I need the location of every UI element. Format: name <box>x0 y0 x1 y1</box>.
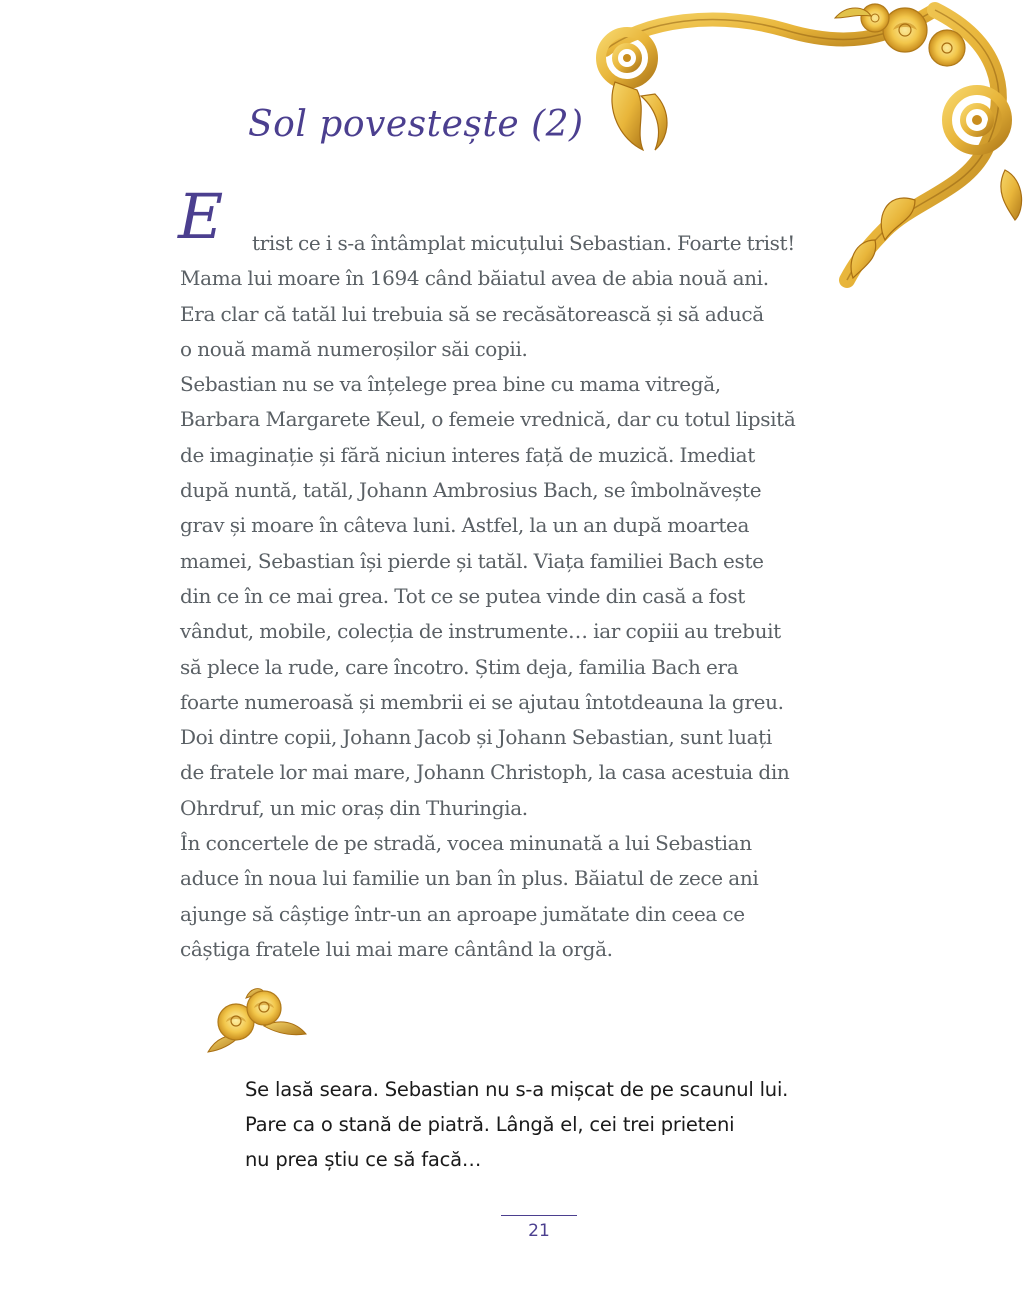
body-line: vândut, mobile, colecția de instrumente… iar copiii au trebuit <box>180 619 781 644</box>
body-line: În concertele de pe stradă, vocea minunată a lui Sebastian <box>180 831 752 856</box>
body-line: să plece la rude, care încotro. Știm deja, familia Bach era <box>180 654 739 679</box>
body-line: Barbara Margarete Keul, o femeie vrednică, dar cu totul lipsită <box>180 407 796 432</box>
body-line: trist ce i s-a întâmplat micuțului Sebastian. Foarte trist! <box>252 231 795 255</box>
page-title: Sol povestește (2) <box>248 104 584 145</box>
yellow-roses-icon <box>206 986 310 1058</box>
body-line: din ce în ce mai grea. Tot ce se putea vinde din casă a fost <box>180 583 745 608</box>
body-text <box>178 180 870 967</box>
closing-line: nu prea știu ce să facă… <box>245 1148 482 1171</box>
body-line: Doi dintre copii, Johann Jacob și Johann Sebastian, sunt luați <box>180 725 772 750</box>
body-line: o nouă mamă numeroșilor săi copii. <box>180 336 528 361</box>
body-line: Sebastian nu se va înțelege prea bine cu mama vitregă, <box>180 372 721 397</box>
body-line: foarte numeroasă și membrii ei se ajutau întotdeauna la greu. <box>180 689 784 714</box>
body-line: aduce în noua lui familie un ban în plus. Băiatul de zece ani <box>180 866 759 891</box>
page-number: 21 <box>528 1221 550 1241</box>
body-line: mamei, Sebastian își pierde și tatăl. Viața familiei Bach este <box>180 548 764 573</box>
body-line: Era clar că tatăl lui trebuia să se recăsătorească și să aducă <box>180 301 764 326</box>
closing-line: Pare ca o stană de piatră. Lângă el, cei trei prieteni <box>245 1113 735 1136</box>
closing-text <box>245 1072 885 1177</box>
body-line: Mama lui moare în 1694 când băiatul avea de abia nouă ani. <box>180 266 769 291</box>
body-line: de fratele lor mai mare, Johann Christoph, la casa acestuia din <box>180 760 790 785</box>
body-line: de imaginație și fără niciun interes față de muzică. Imediat <box>180 442 755 467</box>
drop-cap: E <box>178 180 223 253</box>
closing-line: Se lasă seara. Sebastian nu s-a mișcat de pe scaunul lui. <box>245 1078 789 1101</box>
page-number-rule <box>501 1215 577 1216</box>
body-line: ajunge să câștige într-un an aproape jumătate din ceea ce <box>180 901 745 926</box>
first-line <box>178 180 870 261</box>
body-line: Ohrdruf, un mic oraș din Thuringia. <box>180 795 528 820</box>
body-line: câștiga fratele lui mai mare cântând la orgă. <box>180 936 613 961</box>
body-line: grav și moare în câteva luni. Astfel, la un an după moartea <box>180 513 750 538</box>
body-line: după nuntă, tatăl, Johann Ambrosius Bach, se îmbolnăvește <box>180 478 762 503</box>
